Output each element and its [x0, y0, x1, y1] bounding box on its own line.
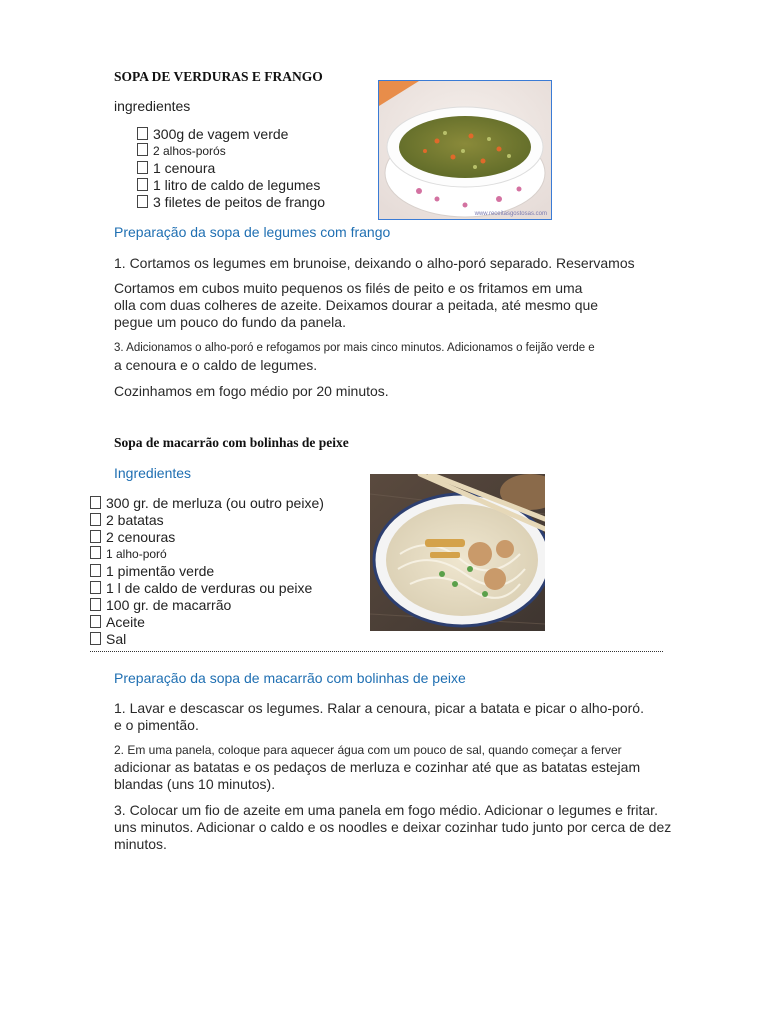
recipe2-preparation-heading: Preparação da sopa de macarrão com bolinhas de peixe	[114, 670, 466, 686]
checkbox-icon	[137, 127, 148, 140]
fishball-soup-illustration	[370, 474, 545, 631]
recipe2-step-1: 1. Lavar e descascar os legumes. Ralar a cenoura, picar a batata e picar o alho-poró. e o pimentão.	[114, 700, 644, 733]
recipe1-title: SOPA DE VERDURAS E FRANGO	[114, 69, 323, 84]
recipe1-preparation-heading: Preparação da sopa de legumes com frango	[114, 224, 391, 240]
list-item: 2 batatas	[90, 512, 324, 529]
checkbox-icon	[90, 530, 101, 543]
checkbox-icon	[90, 564, 101, 577]
list-item: 2 alhos-porós	[137, 143, 325, 160]
recipe1-ingredients-heading: ingredientes	[114, 98, 191, 114]
recipe2-step-2: 2. Em uma panela, coloque para aquecer água com um pouco de sal, quando começar a ferver adicionar as batatas e os pedaços de merluza e cozinhar até que as batatas estejam blandas (uns 10 minutos).	[114, 743, 641, 792]
soup-bowl-illustration	[379, 81, 551, 219]
list-item: Sal	[90, 631, 324, 648]
checkbox-icon	[90, 513, 101, 526]
list-item: 300g de vagem verde	[137, 126, 325, 143]
recipe2-ingredient-list	[90, 495, 324, 648]
section-divider	[90, 651, 663, 652]
list-item: 100 gr. de macarrão	[90, 597, 324, 614]
list-item: 300 gr. de merluza (ou outro peixe)	[90, 495, 324, 512]
recipe1-step-1: 1. Cortamos os legumes em brunoise, deixando o alho-poró separado. Reservamos	[114, 255, 635, 271]
recipe2-ingredients-heading: Ingredientes	[114, 465, 192, 481]
checkbox-icon	[90, 546, 101, 559]
checkbox-icon	[137, 161, 148, 174]
recipe1-step-3-line1: 3. Adicionamos o alho-poró e refogamos por mais cinco minutos. Adicionamos o feijão verde e	[114, 342, 595, 354]
recipe2-title: Sopa de macarrão com bolinhas de peixe	[114, 435, 349, 450]
checkbox-icon	[90, 581, 101, 594]
recipe1-ingredient-list	[137, 126, 325, 211]
checkbox-icon	[137, 195, 148, 208]
checkbox-icon	[90, 615, 101, 628]
list-item: Aceite	[90, 614, 324, 631]
checkbox-icon	[90, 598, 101, 611]
checkbox-icon	[90, 496, 101, 509]
checkbox-icon	[137, 143, 148, 156]
list-item: 1 pimentão verde	[90, 563, 324, 580]
recipe1-step-4: Cozinhamos em fogo médio por 20 minutos.	[114, 383, 389, 399]
list-item: 1 l de caldo de verduras ou peixe	[90, 580, 324, 597]
checkbox-icon	[90, 632, 101, 645]
list-item: 2 cenouras	[90, 529, 324, 546]
list-item: 1 alho-poró	[90, 546, 324, 563]
list-item: 3 filetes de peitos de frango	[137, 194, 325, 211]
list-item: 1 litro de caldo de legumes	[137, 177, 325, 194]
image-watermark: www.receitasgostosas.com	[474, 211, 547, 217]
recipe1-step-3-line2: a cenoura e o caldo de legumes.	[114, 357, 318, 373]
recipe1-step-2: Cortamos em cubos muito pequenos os filés de peito e os fritamos em uma olla com duas colheres de azeite. Deixamos dourar a peitada, até mesmo que pegue um pouco do fundo da panela.	[114, 280, 599, 330]
recipe2-step-3: 3. Colocar um fio de azeite em uma panela em fogo médio. Adicionar o legumes e fritar. uns minutos. Adicionar o caldo e os noodles e deixar cozinhar tudo junto por cerca de dez minutos.	[114, 802, 672, 852]
soup-bowl-image	[378, 80, 552, 220]
fishball-soup-image	[370, 474, 545, 631]
list-item: 1 cenoura	[137, 160, 325, 177]
checkbox-icon	[137, 178, 148, 191]
